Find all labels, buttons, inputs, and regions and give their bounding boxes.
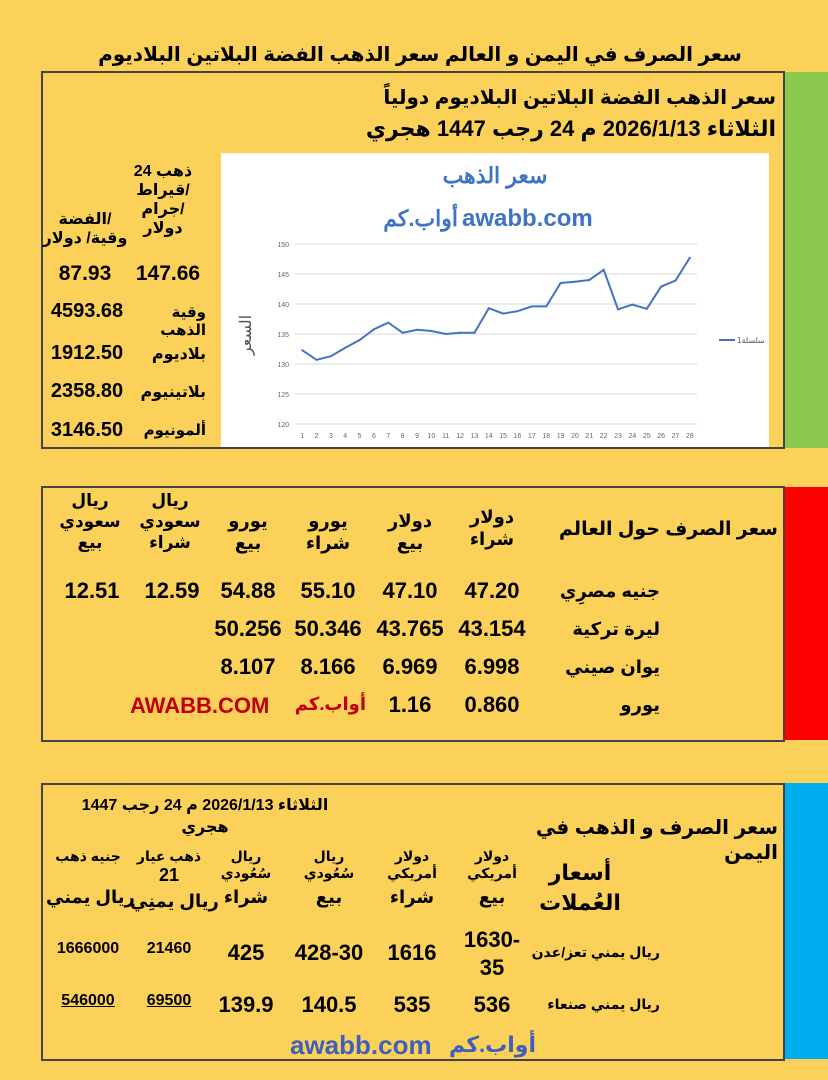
yemen-rates-title: سعر الصرف و الذهب في اليمن bbox=[535, 817, 778, 864]
chart-subtitle bbox=[383, 203, 593, 232]
rate-value: 12.51 bbox=[64, 578, 120, 603]
x-tick-label: 4 bbox=[343, 433, 348, 440]
x-tick-label: 24 bbox=[628, 433, 637, 440]
x-tick-label: 19 bbox=[556, 433, 565, 440]
data-point bbox=[330, 355, 332, 357]
x-tick-label: 10 bbox=[427, 433, 436, 440]
data-point bbox=[416, 329, 418, 331]
rate-value: 1616 bbox=[387, 940, 437, 965]
x-tick-label: 27 bbox=[671, 433, 680, 440]
gold-gram-value: 147.66 bbox=[135, 262, 201, 285]
eur-sell-header: يورو بيع bbox=[228, 511, 268, 553]
metal-label: ألمونيوم bbox=[143, 422, 206, 439]
eur-buy-header: يورو شراء bbox=[305, 511, 351, 553]
x-tick-label: 12 bbox=[456, 433, 465, 440]
rate-value: 6.969 bbox=[382, 654, 438, 679]
sar-sell-header: ريال سعودي بيع bbox=[59, 491, 121, 552]
x-tick-label: 25 bbox=[642, 433, 651, 440]
x-tick-label: 14 bbox=[484, 433, 493, 440]
rate-value: 43.765 bbox=[376, 616, 444, 641]
world-rates-title: سعر الصرف حول العالم bbox=[559, 519, 778, 540]
data-point bbox=[517, 310, 519, 312]
metal-label: وقية الذهب bbox=[160, 304, 206, 339]
metal-label: بلاديوم bbox=[151, 346, 206, 363]
data-point bbox=[301, 349, 303, 351]
rate-value: 428-30 bbox=[294, 940, 364, 965]
x-tick-label: 23 bbox=[614, 433, 622, 440]
silver-oz-header: الفضة/ وقية/ دولار bbox=[42, 211, 128, 247]
data-point bbox=[430, 330, 432, 332]
chart-background bbox=[221, 153, 769, 447]
brand-en-red: AWABB.COM bbox=[130, 693, 270, 718]
blue-stripe bbox=[784, 783, 828, 1059]
rate-value: 1630-35 bbox=[463, 927, 521, 980]
data-point bbox=[473, 332, 475, 334]
data-point bbox=[588, 279, 590, 281]
rate-value: 425 bbox=[227, 940, 265, 965]
brand-en-blue: awabb.com bbox=[290, 1030, 432, 1060]
x-tick-label: 7 bbox=[386, 433, 391, 440]
x-tick-label: 26 bbox=[657, 433, 666, 440]
yemen-col-header: دولار أمريكي بيع bbox=[467, 848, 517, 907]
rate-value: 54.88 bbox=[220, 578, 276, 603]
usd-sell-header: دولار بيع bbox=[387, 511, 433, 553]
x-tick-label: 21 bbox=[585, 433, 594, 440]
rate-value: 69500 bbox=[146, 992, 192, 1009]
yemen-col-header: ذهب عيار 21 ريال يمنِي bbox=[130, 848, 219, 911]
x-tick-label: 3 bbox=[328, 433, 333, 440]
chart-y-axis-label: السعر bbox=[236, 314, 255, 356]
chart-subtitle-en: awabb.com bbox=[462, 205, 593, 232]
currency-label: ريال يمني صنعاء bbox=[547, 996, 660, 1012]
metal-value: 2358.80 bbox=[50, 380, 124, 402]
rate-value: 8.166 bbox=[300, 654, 356, 679]
metal-label: بلاتينيوم bbox=[140, 384, 206, 401]
data-point bbox=[617, 308, 619, 310]
legend-label: سلسلة1 bbox=[737, 336, 765, 345]
x-tick-label: 6 bbox=[372, 433, 376, 440]
sar-buy-header: ريال سعودي شراء bbox=[139, 491, 201, 552]
data-point bbox=[445, 333, 447, 335]
rate-value: 535 bbox=[393, 992, 431, 1017]
yemen-date: الثلاثاء 2026/1/13 م 24 رجب 1447 هجري bbox=[81, 797, 329, 836]
y-tick-label: 135 bbox=[277, 332, 289, 339]
metals-date: الثلاثاء 2026/1/13 م 24 رجب 1447 هجري bbox=[365, 116, 776, 141]
data-point bbox=[316, 359, 318, 361]
data-point bbox=[646, 308, 648, 310]
data-point bbox=[502, 313, 504, 315]
data-point bbox=[488, 307, 490, 309]
x-tick-label: 17 bbox=[527, 433, 536, 440]
rate-value: 1.16 bbox=[388, 692, 432, 717]
rate-value: 12.59 bbox=[144, 578, 200, 603]
x-tick-label: 28 bbox=[685, 433, 694, 440]
x-tick-label: 11 bbox=[442, 433, 450, 440]
x-tick-label: 5 bbox=[357, 433, 362, 440]
y-tick-label: 130 bbox=[277, 362, 289, 369]
data-point bbox=[631, 304, 633, 306]
data-point bbox=[387, 322, 389, 324]
green-stripe bbox=[784, 72, 828, 448]
rate-value: 139.9 bbox=[218, 992, 274, 1017]
metal-value: 3146.50 bbox=[50, 419, 124, 441]
data-point bbox=[373, 328, 375, 330]
x-tick-label: 1 bbox=[300, 433, 305, 440]
rate-value: 21460 bbox=[146, 940, 192, 957]
metal-value: 1912.50 bbox=[50, 342, 124, 364]
y-tick-label: 140 bbox=[277, 302, 289, 309]
yemen-col-header: جنيه ذهب ريال يمني bbox=[46, 848, 135, 907]
yemen-col-header: ريال سُعُودي بيع bbox=[303, 848, 355, 907]
data-point bbox=[660, 286, 662, 288]
data-point bbox=[344, 347, 346, 349]
rate-value: 0.860 bbox=[464, 692, 520, 717]
metals-title: سعر الذهب الفضة البلاتين البلاديوم دولياً bbox=[383, 87, 776, 109]
data-point bbox=[402, 332, 404, 334]
chart-title: سعر الذهب bbox=[442, 163, 548, 188]
y-tick-label: 125 bbox=[277, 392, 289, 399]
y-tick-label: 150 bbox=[277, 242, 289, 249]
data-point bbox=[531, 305, 533, 307]
currency-label: يورو bbox=[620, 695, 660, 715]
rate-value: 55.10 bbox=[300, 578, 356, 603]
x-tick-label: 8 bbox=[400, 433, 405, 440]
rate-value: 47.10 bbox=[382, 578, 438, 603]
x-tick-label: 2 bbox=[314, 433, 319, 440]
x-tick-label: 15 bbox=[499, 433, 508, 440]
gold-price-chart bbox=[221, 153, 769, 447]
gold-gram-header: ذهب 24 قيراط/ جرام/ دولار bbox=[133, 163, 193, 237]
rate-value: 536 bbox=[473, 992, 511, 1017]
yemen-col-header: ريال سُعُودي شراء bbox=[220, 848, 272, 907]
brand-ar-red: أواب.كم bbox=[294, 694, 366, 714]
usd-buy-header: دولار شراء bbox=[469, 507, 515, 549]
chart-subtitle-ar: أواب.كم bbox=[383, 206, 458, 231]
data-point bbox=[674, 280, 676, 282]
x-tick-label: 16 bbox=[513, 433, 522, 440]
data-point bbox=[560, 282, 562, 284]
currency-label: يوان صيني bbox=[565, 657, 660, 677]
red-stripe bbox=[784, 487, 828, 740]
data-point bbox=[689, 257, 691, 259]
rate-value: 50.256 bbox=[214, 616, 282, 641]
rate-value: 43.154 bbox=[458, 616, 526, 641]
rate-value: 50.346 bbox=[294, 616, 362, 641]
x-tick-label: 18 bbox=[542, 433, 551, 440]
rate-value: 546000 bbox=[61, 992, 115, 1009]
data-point bbox=[459, 332, 461, 334]
currency-label: جنيه مصرِي bbox=[559, 581, 660, 601]
brand-ar-blue: أواب.كم bbox=[448, 1032, 536, 1057]
x-tick-label: 22 bbox=[599, 433, 608, 440]
x-tick-label: 20 bbox=[571, 433, 579, 440]
rate-value: 8.107 bbox=[220, 654, 276, 679]
data-point bbox=[545, 305, 547, 307]
yemen-col-header: دولار أمريكي شراء bbox=[387, 848, 437, 907]
currency-label: ريال يمني تعز/عدن bbox=[531, 944, 660, 960]
data-point bbox=[603, 269, 605, 271]
metal-value: 4593.68 bbox=[50, 300, 124, 322]
yemen-row-header: أسعار العُملات bbox=[539, 860, 621, 915]
page-title: سعر الصرف في اليمن و العالم سعر الذهب الفضة البلاتين البلاديوم bbox=[98, 44, 742, 66]
rate-value: 140.5 bbox=[301, 992, 357, 1017]
data-point bbox=[574, 281, 576, 283]
rate-value: 1666000 bbox=[56, 940, 120, 957]
rate-value: 6.998 bbox=[464, 654, 520, 679]
currency-label: ليرة تركية bbox=[572, 619, 660, 639]
data-point bbox=[359, 339, 361, 341]
silver-oz-value: 87.93 bbox=[58, 262, 112, 285]
y-tick-label: 120 bbox=[277, 422, 289, 429]
y-tick-label: 145 bbox=[277, 272, 289, 279]
rate-value: 47.20 bbox=[464, 578, 520, 603]
x-tick-label: 13 bbox=[470, 433, 479, 440]
x-tick-label: 9 bbox=[415, 433, 419, 440]
